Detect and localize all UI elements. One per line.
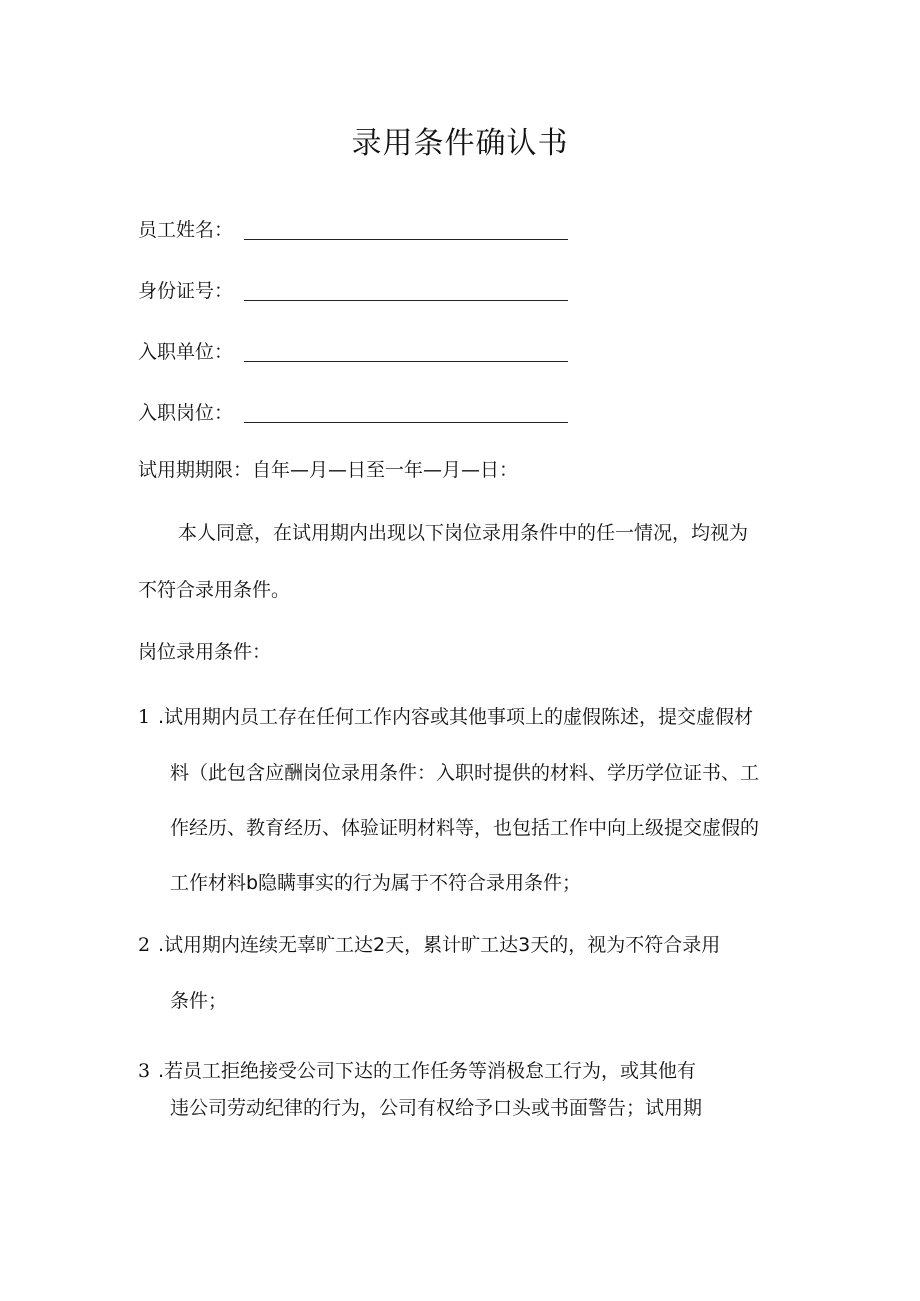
item-number: 3 xyxy=(138,1060,151,1082)
conditions-heading: 岗位录用条件： xyxy=(138,641,272,663)
document-title: 录用条件确认书 xyxy=(351,126,569,161)
field-id-number xyxy=(138,276,244,306)
field-employer-unit xyxy=(138,337,244,367)
intro-line-2: 不符合录用条件。 xyxy=(138,579,291,601)
field-label: 入职单位： xyxy=(138,341,234,363)
field-label: 身份证号： xyxy=(138,280,234,302)
item-1-line-2: 料（此包含应酬岗位录用条件：入职时提供的材料、学历学位证书、工 xyxy=(170,762,760,784)
item-3-line-1: .若员工拒绝接受公司下达的工作任务等消极怠工行为，或其他有 xyxy=(158,1060,697,1082)
field-employee-name xyxy=(138,215,244,245)
item-1-line-1: .试用期内员工存在任何工作内容或其他事项上的虚假陈述，提交虚假材 xyxy=(158,706,754,728)
item-number: 1 xyxy=(138,706,151,728)
fill-in-line[interactable] xyxy=(244,361,568,362)
item-3-line-2: 违公司劳动纪律的行为，公司有权给予口头或书面警告；试用期 xyxy=(170,1097,703,1119)
fill-in-line[interactable] xyxy=(244,239,568,240)
fill-in-line[interactable] xyxy=(244,300,568,301)
probation-period: 试用期期限：自年—月—日至一年—月—日： xyxy=(138,459,519,481)
field-position xyxy=(138,398,244,428)
field-label: 入职岗位： xyxy=(138,402,234,424)
item-2-line-1: .试用期内连续无辜旷工达2天，累计旷工达3天的，视为不符合录用 xyxy=(158,934,721,956)
item-2-line-2: 条件； xyxy=(170,990,228,1012)
intro-line-1: 本人同意，在试用期内出现以下岗位录用条件中的任一情况，均视为 xyxy=(178,522,749,544)
item-1-line-4: 工作材料b隐瞒事实的行为属于不符合录用条件； xyxy=(170,872,582,894)
item-1-line-3: 作经历、教育经历、体验证明材料等，也包括工作中向上级提交虚假的 xyxy=(170,817,760,839)
fill-in-line[interactable] xyxy=(244,422,568,423)
field-label: 员工姓名： xyxy=(138,219,234,241)
item-number: 2 xyxy=(138,934,151,956)
